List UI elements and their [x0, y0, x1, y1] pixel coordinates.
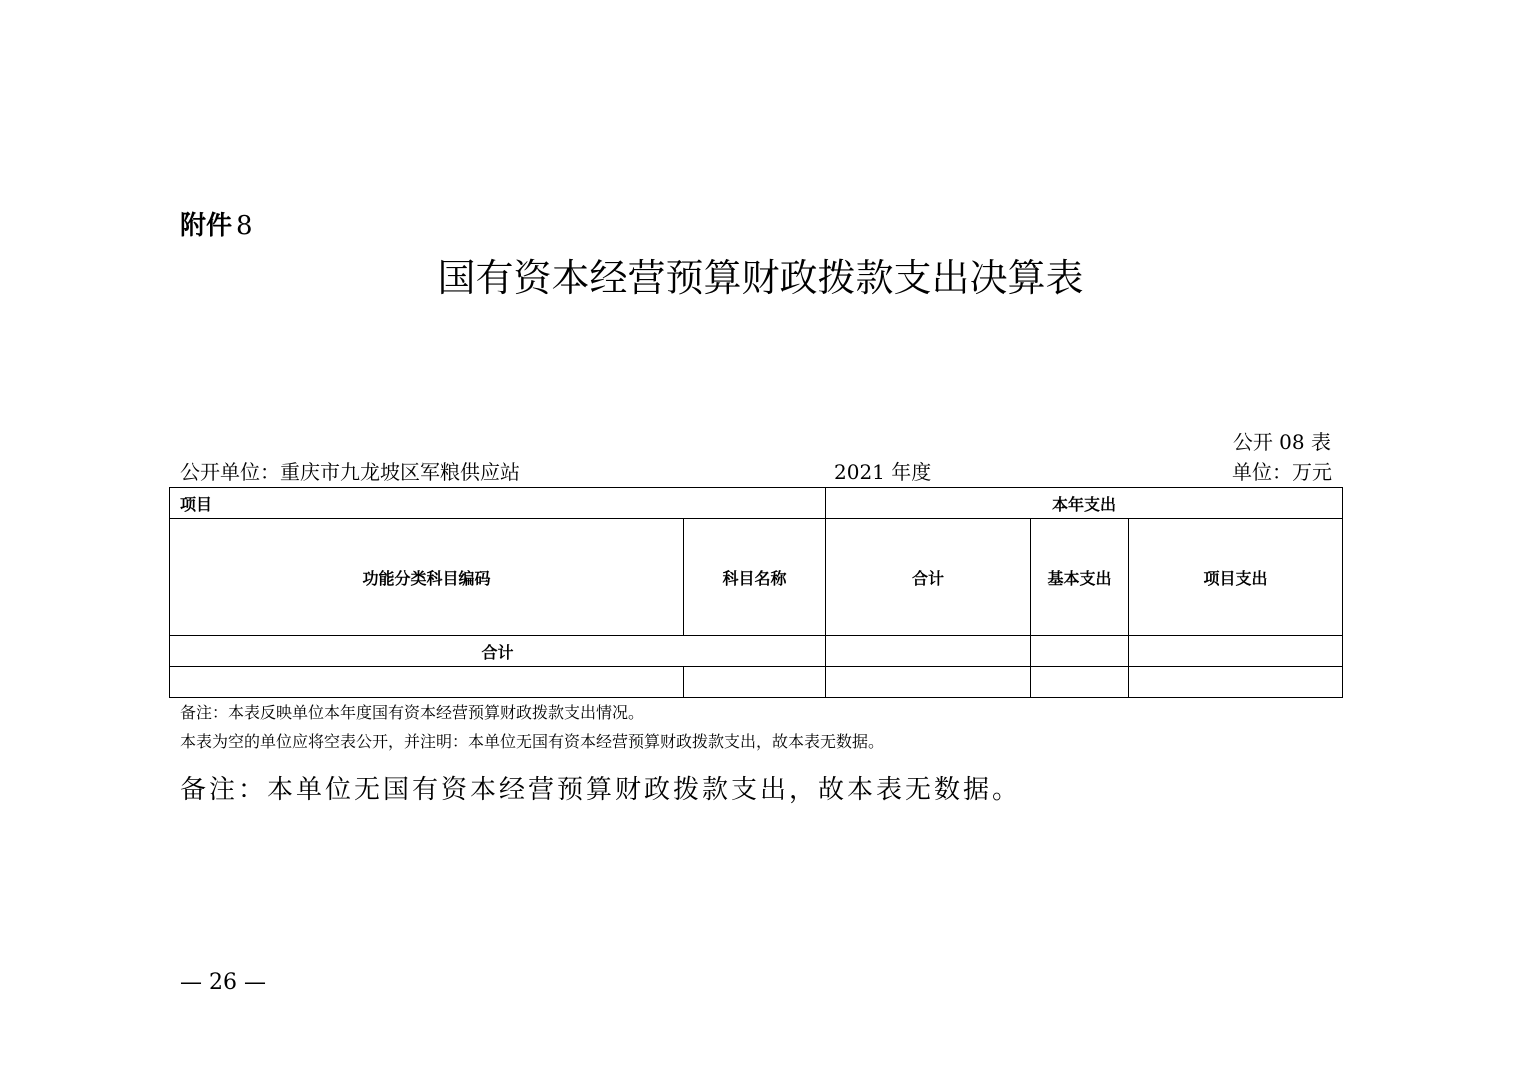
- fiscal-year: 2021 年度: [834, 460, 932, 484]
- table-note-1: 备注：本表反映单位本年度国有资本经营预算财政拨款支出情况。: [180, 703, 645, 722]
- page-number: — 26 —: [180, 970, 266, 995]
- total-row-total: [826, 636, 1031, 667]
- table-note-2: 本表为空的单位应将空表公开，并注明：本单位无国有资本经营预算财政拨款支出，故本表无数据。: [180, 732, 885, 751]
- header-item: 项目: [170, 488, 826, 519]
- total-row-label: 合计: [170, 636, 826, 667]
- header-project: 项目支出: [1129, 519, 1343, 636]
- header-total: 合计: [826, 519, 1031, 636]
- total-row-project: [1129, 636, 1343, 667]
- attachment-label-text: 附件: [180, 211, 233, 241]
- table-code: 公开 08 表: [1232, 430, 1331, 454]
- total-row-basic: [1031, 636, 1129, 667]
- row-name: [684, 667, 826, 698]
- row-project: [1129, 667, 1343, 698]
- attachment-number: 8: [236, 211, 253, 241]
- remark: 备注：本单位无国有资本经营预算财政拨款支出，故本表无数据。: [180, 775, 1022, 805]
- table-row: [170, 667, 1343, 698]
- budget-table: [169, 487, 1343, 698]
- row-total: [826, 667, 1031, 698]
- table-column-header-row: [170, 519, 1343, 636]
- header-current-year-expense: 本年支出: [826, 488, 1343, 519]
- organization: 公开单位：重庆市九龙坡区军粮供应站: [180, 460, 520, 484]
- currency-unit: 单位：万元: [1232, 460, 1332, 484]
- document-title: 国有资本经营预算财政拨款支出决算表: [437, 256, 1084, 300]
- header-code: 功能分类科目编码: [170, 519, 684, 636]
- attachment-label: [180, 208, 253, 244]
- unit-line: [180, 458, 1332, 486]
- row-basic: [1031, 667, 1129, 698]
- row-code: [170, 667, 684, 698]
- header-name: 科目名称: [684, 519, 826, 636]
- header-basic: 基本支出: [1031, 519, 1129, 636]
- table-group-header-row: [170, 488, 1343, 519]
- total-row: [170, 636, 1343, 667]
